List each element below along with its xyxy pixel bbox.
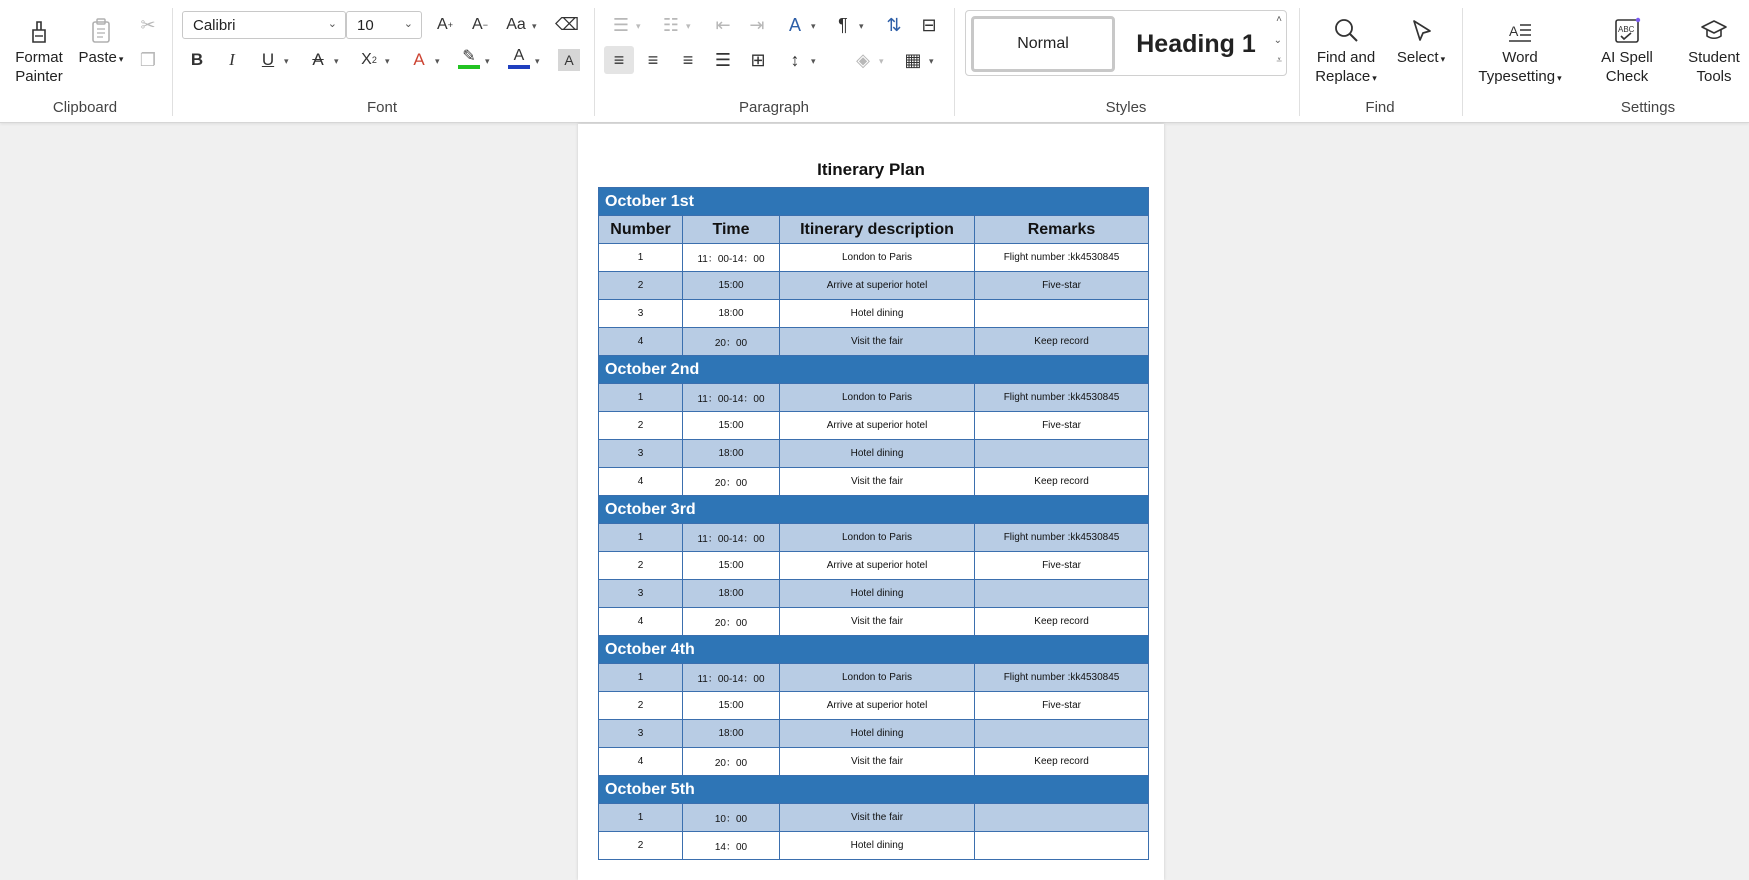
table-row xyxy=(599,524,1149,552)
table-row xyxy=(599,748,1149,776)
ribbon-toolbar xyxy=(0,0,1749,123)
table-cell[interactable]: Arrive at superior hotel xyxy=(780,412,975,440)
table-cell[interactable] xyxy=(975,720,1149,748)
table-cell[interactable]: 2 xyxy=(599,272,683,300)
table-cell[interactable]: 3 xyxy=(599,580,683,608)
table-cell[interactable]: Visit the fair xyxy=(780,328,975,356)
shading-icon[interactable]: ◈ xyxy=(856,49,870,70)
styles-group-label: Styles xyxy=(1105,99,1147,116)
font-size-value: 10 xyxy=(357,16,374,34)
table-row xyxy=(599,720,1149,748)
table-cell[interactable]: Hotel dining xyxy=(780,580,975,608)
distribute-icon[interactable]: ⊞ xyxy=(750,49,766,70)
select-button[interactable] xyxy=(1390,16,1452,69)
table-cell[interactable] xyxy=(975,804,1149,832)
settings-group-label: Settings xyxy=(1620,99,1676,116)
paste-button[interactable] xyxy=(76,16,126,69)
column-header[interactable]: Remarks xyxy=(975,216,1149,244)
table-cell[interactable]: 15:00 xyxy=(683,552,780,580)
table-cell[interactable]: Visit the fair xyxy=(780,748,975,776)
table-cell[interactable]: Arrive at superior hotel xyxy=(780,272,975,300)
table-cell[interactable]: 4 xyxy=(599,468,683,496)
font-family-select[interactable] xyxy=(182,11,346,39)
increase-font-icon[interactable]: A + xyxy=(437,16,453,33)
table-cell[interactable]: 18:00 xyxy=(683,300,780,328)
table-cell[interactable]: 11：00-14：00 xyxy=(683,524,780,552)
chevron-down-icon[interactable]: ▾ xyxy=(811,56,816,66)
borders-icon[interactable]: ▦ xyxy=(904,49,922,70)
table-cell[interactable]: Flight number :kk4530845 xyxy=(975,524,1149,552)
column-header[interactable]: Itinerary description xyxy=(780,216,975,244)
table-row xyxy=(599,244,1149,272)
word-typesetting-label-1: Word xyxy=(1502,49,1538,66)
day-header-cell[interactable]: October 5th xyxy=(599,776,1149,804)
graduation-cap-icon xyxy=(1699,16,1729,46)
table-cell[interactable] xyxy=(975,832,1149,860)
svg-text:A: A xyxy=(1509,23,1519,39)
day-header-cell[interactable]: October 4th xyxy=(599,636,1149,664)
superscript-icon[interactable]: X 2 xyxy=(361,51,377,68)
chevron-down-icon: ⌄ xyxy=(403,18,413,30)
column-header[interactable]: Number xyxy=(599,216,683,244)
table-cell[interactable]: 18:00 xyxy=(683,440,780,468)
align-left-icon[interactable]: ≡ xyxy=(604,46,634,74)
style-normal[interactable]: Normal xyxy=(971,16,1115,72)
format-painter-icon xyxy=(24,16,54,46)
table-cell[interactable]: 11：00-14：00 xyxy=(683,244,780,272)
table-cell[interactable]: 1 xyxy=(599,804,683,832)
separator xyxy=(954,8,955,116)
scroll-up-icon[interactable]: ˄ xyxy=(1276,14,1282,25)
table-cell[interactable]: 15:00 xyxy=(683,692,780,720)
table-cell[interactable]: Keep record xyxy=(975,468,1149,496)
table-cell[interactable]: Visit the fair xyxy=(780,804,975,832)
paste-icon xyxy=(86,16,116,46)
student-tools-label-2: Tools xyxy=(1696,68,1732,85)
table-cell[interactable]: 1 xyxy=(599,524,683,552)
chevron-down-icon[interactable]: ▾ xyxy=(859,21,864,31)
find-replace-button[interactable] xyxy=(1310,16,1382,88)
table-cell[interactable]: Keep record xyxy=(975,328,1149,356)
clear-format-icon[interactable]: ⌫ xyxy=(554,15,580,34)
table-cell[interactable]: 18:00 xyxy=(683,720,780,748)
font-group-label: Font xyxy=(366,99,397,116)
style-heading-1[interactable]: Heading 1 xyxy=(1136,29,1256,58)
table-cell[interactable]: Five-star xyxy=(975,412,1149,440)
table-cell[interactable]: 4 xyxy=(599,608,683,636)
table-cell[interactable]: 10：00 xyxy=(683,804,780,832)
table-cell[interactable]: London to Paris xyxy=(780,524,975,552)
document-page[interactable] xyxy=(578,124,1164,880)
table-row xyxy=(599,300,1149,328)
table-cell[interactable]: 2 xyxy=(599,692,683,720)
align-right-icon[interactable]: ≡ xyxy=(682,49,694,70)
strikethrough-icon[interactable]: A xyxy=(312,50,324,69)
table-row xyxy=(599,832,1149,860)
paste-dropdown-icon: ▾ xyxy=(118,54,124,64)
chevron-down-icon: ▾ xyxy=(1440,54,1446,64)
table-cell[interactable]: 3 xyxy=(599,440,683,468)
table-cell[interactable]: 15:00 xyxy=(683,272,780,300)
copy-icon[interactable]: ❐ xyxy=(139,49,157,70)
table-cell[interactable]: 3 xyxy=(599,720,683,748)
table-cell[interactable]: 4 xyxy=(599,748,683,776)
text-direction-icon[interactable]: A xyxy=(788,14,801,35)
select-label: Select xyxy=(1396,49,1439,66)
table-cell[interactable]: Keep record xyxy=(975,608,1149,636)
table-cell[interactable]: Keep record xyxy=(975,748,1149,776)
separator xyxy=(1299,8,1300,116)
paragraph-mark-icon[interactable]: ¶ xyxy=(838,14,848,35)
decrease-font-icon[interactable]: A − xyxy=(472,16,488,33)
day-header-cell[interactable]: October 1st xyxy=(599,188,1149,216)
change-case-icon[interactable]: Aa xyxy=(506,16,526,33)
day-header-row xyxy=(599,188,1149,216)
font-color-icon[interactable]: A xyxy=(508,47,530,69)
table-cell[interactable]: Flight number :kk4530845 xyxy=(975,244,1149,272)
spell-check-icon xyxy=(1612,16,1642,46)
chevron-down-icon[interactable]: ▾ xyxy=(929,56,934,66)
increase-indent-icon[interactable]: ⇥ xyxy=(749,14,765,35)
text-effect-icon[interactable]: A xyxy=(413,50,425,69)
table-row xyxy=(599,804,1149,832)
table-cell[interactable]: London to Paris xyxy=(780,244,975,272)
chevron-down-icon[interactable]: ▾ xyxy=(334,56,339,66)
scroll-down-icon[interactable]: ⌄ xyxy=(1273,35,1282,46)
table-cell[interactable]: 20：00 xyxy=(683,748,780,776)
chevron-down-icon[interactable]: ▾ xyxy=(385,56,390,66)
separator xyxy=(172,8,173,116)
table-cell[interactable]: 4 xyxy=(599,328,683,356)
table-cell[interactable]: 15:00 xyxy=(683,412,780,440)
separator xyxy=(1462,8,1463,116)
more-styles-icon[interactable]: ⩡ xyxy=(1276,55,1282,66)
document-title[interactable]: Itinerary Plan xyxy=(817,160,925,179)
table-cell[interactable]: 20：00 xyxy=(683,468,780,496)
ai-spell-check-button[interactable] xyxy=(1578,16,1676,86)
table-cell[interactable]: Five-star xyxy=(975,692,1149,720)
chevron-down-icon[interactable]: ▾ xyxy=(636,21,641,31)
chevron-down-icon[interactable]: ▾ xyxy=(284,56,289,66)
chevron-down-icon[interactable]: ▾ xyxy=(879,56,884,66)
table-cell[interactable]: Hotel dining xyxy=(780,832,975,860)
table-cell[interactable]: 11：00-14：00 xyxy=(683,664,780,692)
font-size-select[interactable] xyxy=(346,11,422,39)
table-row xyxy=(599,412,1149,440)
table-cell[interactable]: Visit the fair xyxy=(780,468,975,496)
day-header-row xyxy=(599,636,1149,664)
table-row xyxy=(599,328,1149,356)
day-header-row xyxy=(599,356,1149,384)
font-family-value: Calibri xyxy=(193,16,236,34)
table-cell[interactable]: 2 xyxy=(599,552,683,580)
table-cell[interactable]: 2 xyxy=(599,412,683,440)
table-header-row xyxy=(599,216,1149,244)
table-cell[interactable]: Hotel dining xyxy=(780,300,975,328)
cursor-arrow-icon xyxy=(1406,16,1436,46)
table-cell[interactable]: Five-star xyxy=(975,272,1149,300)
clipboard-group-label: Clipboard xyxy=(52,99,118,116)
table-cell[interactable]: Five-star xyxy=(975,552,1149,580)
paragraph-group-label: Paragraph xyxy=(738,99,810,116)
numbered-list-icon[interactable]: ☷ xyxy=(662,14,680,35)
chevron-down-icon[interactable]: ▾ xyxy=(811,21,816,31)
chevron-down-icon[interactable]: ▾ xyxy=(686,21,691,31)
table-cell[interactable] xyxy=(975,300,1149,328)
bold-icon[interactable]: B xyxy=(190,50,204,69)
table-cell[interactable]: Visit the fair xyxy=(780,608,975,636)
table-cell[interactable]: 1 xyxy=(599,384,683,412)
column-header[interactable]: Time xyxy=(683,216,780,244)
table-row xyxy=(599,440,1149,468)
sort-icon[interactable]: ⇅ xyxy=(886,14,902,35)
chevron-down-icon[interactable]: ▾ xyxy=(435,56,440,66)
day-header-cell[interactable]: October 2nd xyxy=(599,356,1149,384)
itinerary-table-body xyxy=(599,188,1149,860)
table-row xyxy=(599,692,1149,720)
format-painter-button[interactable] xyxy=(10,16,68,86)
table-row xyxy=(599,272,1149,300)
separator xyxy=(594,8,595,116)
table-cell[interactable]: 1 xyxy=(599,244,683,272)
table-cell[interactable]: Flight number :kk4530845 xyxy=(975,384,1149,412)
paste-label: Paste xyxy=(78,49,117,66)
italic-icon[interactable]: I xyxy=(229,50,235,69)
chevron-down-icon[interactable]: ▾ xyxy=(532,21,537,31)
typesetting-icon xyxy=(1505,16,1535,46)
table-cell[interactable]: 20：00 xyxy=(683,328,780,356)
chevron-down-icon: ▾ xyxy=(1557,73,1562,83)
day-header-cell[interactable]: October 3rd xyxy=(599,496,1149,524)
table-cell[interactable]: 14：00 xyxy=(683,832,780,860)
table-cell[interactable]: 2 xyxy=(599,832,683,860)
chevron-down-icon[interactable]: ▾ xyxy=(485,56,490,66)
table-cell[interactable]: London to Paris xyxy=(780,384,975,412)
search-icon xyxy=(1331,16,1361,46)
justify-icon[interactable]: ☰ xyxy=(714,49,732,70)
chevron-down-icon: ⌄ xyxy=(327,18,337,30)
table-cell[interactable]: 18:00 xyxy=(683,580,780,608)
table-cell[interactable]: Arrive at superior hotel xyxy=(780,552,975,580)
table-row xyxy=(599,468,1149,496)
student-tools-label-1: Student xyxy=(1688,49,1740,66)
chevron-down-icon[interactable]: ▾ xyxy=(535,56,540,66)
word-typesetting-button[interactable] xyxy=(1472,16,1568,88)
table-cell[interactable]: 20：00 xyxy=(683,608,780,636)
table-cell[interactable] xyxy=(975,580,1149,608)
decrease-indent-icon[interactable]: ⇤ xyxy=(715,14,731,35)
line-spacing-icon[interactable]: ↕ xyxy=(790,49,800,70)
table-cell[interactable]: Flight number :kk4530845 xyxy=(975,664,1149,692)
table-cell[interactable]: 11：00-14：00 xyxy=(683,384,780,412)
table-cell[interactable]: London to Paris xyxy=(780,664,975,692)
format-painter-label: Format Painter xyxy=(15,49,63,85)
find-replace-label-1: Find and xyxy=(1316,49,1376,66)
ruler-icon[interactable]: ⊟ xyxy=(921,14,937,35)
align-center-icon[interactable]: ≡ xyxy=(647,49,659,70)
chevron-down-icon: ▾ xyxy=(1372,73,1377,83)
student-tools-button[interactable] xyxy=(1684,16,1744,86)
cut-icon[interactable]: ✂ xyxy=(140,14,156,35)
table-row xyxy=(599,664,1149,692)
svg-text:ABC: ABC xyxy=(1618,25,1635,34)
table-cell[interactable]: Hotel dining xyxy=(780,440,975,468)
table-row xyxy=(599,608,1149,636)
itinerary-table[interactable] xyxy=(598,187,1149,860)
highlight-icon[interactable]: ✎ xyxy=(458,47,480,69)
find-group-label: Find xyxy=(1365,99,1395,116)
underline-icon[interactable]: U xyxy=(261,50,275,69)
table-row xyxy=(599,580,1149,608)
ai-spell-check-label: AI Spell Check xyxy=(1601,49,1653,85)
character-shading-icon[interactable]: A xyxy=(558,49,580,71)
table-cell[interactable]: 1 xyxy=(599,664,683,692)
table-cell[interactable]: 3 xyxy=(599,300,683,328)
day-header-row xyxy=(599,776,1149,804)
bullet-list-icon[interactable]: ☰ xyxy=(612,14,630,35)
styles-gallery xyxy=(965,10,1287,76)
find-replace-label-2: Replace xyxy=(1315,68,1371,85)
word-typesetting-label-2: Typesetting xyxy=(1478,68,1556,85)
table-cell[interactable]: Hotel dining xyxy=(780,720,975,748)
table-cell[interactable] xyxy=(975,440,1149,468)
table-row xyxy=(599,384,1149,412)
table-cell[interactable]: Arrive at superior hotel xyxy=(780,692,975,720)
day-header-row xyxy=(599,496,1149,524)
table-row xyxy=(599,552,1149,580)
